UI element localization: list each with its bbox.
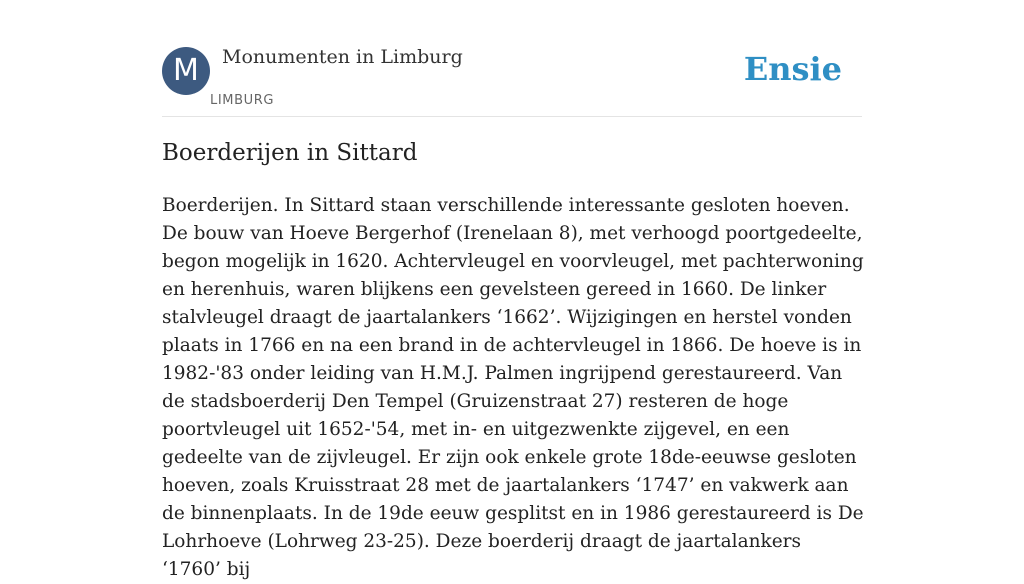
avatar[interactable]: M bbox=[162, 47, 210, 95]
category-label[interactable]: LIMBURG bbox=[210, 93, 275, 108]
header bbox=[162, 0, 862, 117]
article-body: Boerderijen. In Sittard staan verschillende interessante gesloten hoeven. De bouw van Hoeve Bergerhof (Irenelaan 8), met verhoogd poortgedeelte, begon mogelijk in 1620. Achtervleugel en voorvleugel, met pachterwoning en herenhuis, waren blijkens een gevelsteen gereed in 1660. De linker stalvleugel draagt de jaartalankers ‘1662’. Wijzigingen en herstel vonden plaats in 1766 en na een brand in de achtervleugel in 1866. De hoeve is in 1982-'83 onder leiding van H.M.J. Palmen ingrijpend gerestaureerd. Van de stadsboerderij Den Tempel (Gruizenstraat 27) resteren de hoge poortvleugel uit 1652-'54, met in- en uitgezwenkte zijgevel, en een gedeelte van de zijvleugel. Er zijn ook enkele grote 18de-eeuwse gesloten hoeven, zoals Kruisstraat 28 met de jaartalankers ‘1747’ en vakwerk aan de binnenplaats. In de 19de eeuw gesplitst en in 1986 gerestaureerd is De Lohrhoeve (Lohrweg 23-25). Deze boerderij draagt de jaartalankers ‘1760’ bij bbox=[162, 195, 864, 580]
site-title[interactable]: Monumenten in Limburg bbox=[222, 46, 463, 68]
page-container bbox=[162, 0, 864, 580]
brand-logo[interactable]: Ensie bbox=[743, 50, 842, 88]
article-title: Boerderijen in Sittard bbox=[162, 140, 418, 166]
